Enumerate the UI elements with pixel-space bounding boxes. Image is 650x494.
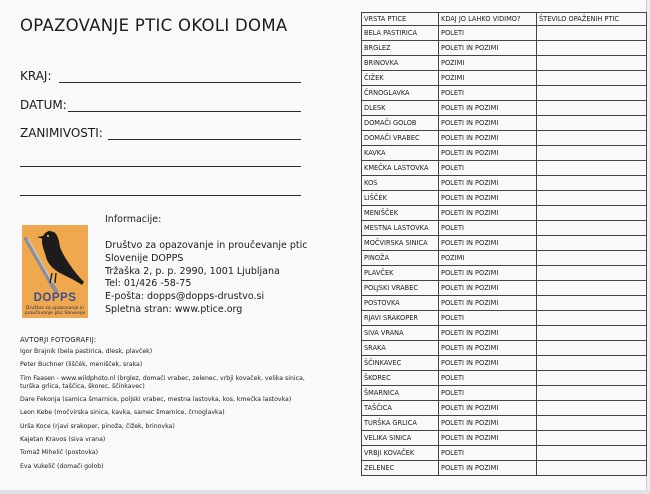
- season-cell: POLETI: [439, 161, 537, 176]
- species-cell: BELA PASTIRICA: [362, 26, 439, 41]
- table-row: [362, 116, 647, 131]
- photo-credit: Tim Faasen - www.wildphoto.nl (brglez, domači vrabec, zelenec, vrbji kovaček, velika sinica, turška grlica, taščica, škorec, ščinkavec): [20, 374, 305, 390]
- count-cell[interactable]: [537, 326, 647, 341]
- species-cell: MESTNA LASTOVKA: [362, 221, 439, 236]
- season-cell: POLETI: [439, 311, 537, 326]
- table-row: [362, 281, 647, 296]
- table-row: [362, 131, 647, 146]
- count-cell[interactable]: [537, 416, 647, 431]
- info-heading: Informacije:: [105, 214, 162, 225]
- org-name-line2: Slovenije DOPPS: [105, 252, 184, 264]
- species-cell: KMEČKA LASTOVKA: [362, 161, 439, 176]
- count-cell[interactable]: [537, 131, 647, 146]
- season-cell: POLETI IN POZIMI: [439, 281, 537, 296]
- zanimivosti-line-3[interactable]: [20, 195, 301, 196]
- season-cell: POLETI IN POZIMI: [439, 356, 537, 371]
- logo-subtitle: [22, 306, 88, 317]
- species-cell: TAŠČICA: [362, 401, 439, 416]
- count-cell[interactable]: [537, 386, 647, 401]
- species-cell: KAVKA: [362, 146, 439, 161]
- column-header-season: KDAJ JO LAHKO VIDIMO?: [439, 13, 537, 26]
- bird-table: [361, 12, 647, 476]
- table-row: [362, 161, 647, 176]
- species-cell: SRAKA: [362, 341, 439, 356]
- species-cell: VELIKA SINICA: [362, 431, 439, 446]
- table-row: [362, 191, 647, 206]
- org-name-line1: Društvo za opazovanje in proučevanje ptic: [105, 240, 308, 251]
- photo-credit: Tomaž Mihelič (postovka): [20, 449, 99, 457]
- table-row: [362, 461, 647, 476]
- count-cell[interactable]: [537, 371, 647, 386]
- org-website[interactable]: Spletna stran: www.ptice.org: [105, 303, 243, 315]
- dopps-logo: [22, 225, 88, 318]
- season-cell: POLETI IN POZIMI: [439, 326, 537, 341]
- season-cell: POLETI IN POZIMI: [439, 341, 537, 356]
- species-cell: ŠČINKAVEC: [362, 356, 439, 371]
- count-cell[interactable]: [537, 191, 647, 206]
- season-cell: POLETI: [439, 26, 537, 41]
- photo-credit: Eva Vukelič (domači golob): [20, 462, 104, 470]
- page-edge: [0, 490, 650, 494]
- table-row: [362, 71, 647, 86]
- species-cell: SIVA VRANA: [362, 326, 439, 341]
- bird-icon: [22, 225, 88, 318]
- table-row: [362, 221, 647, 236]
- table-header-row: [362, 13, 647, 26]
- count-cell[interactable]: [537, 116, 647, 131]
- season-cell: POLETI IN POZIMI: [439, 206, 537, 221]
- table-row: [362, 41, 647, 56]
- species-cell: PINOŽA: [362, 251, 439, 266]
- table-row: [362, 326, 647, 341]
- count-cell[interactable]: [537, 401, 647, 416]
- season-cell: POLETI: [439, 221, 537, 236]
- table-row: [362, 311, 647, 326]
- count-cell[interactable]: [537, 446, 647, 461]
- species-cell: MOČVIRSKA SINICA: [362, 236, 439, 251]
- count-cell[interactable]: [537, 431, 647, 446]
- page-title: OPAZOVANJE PTIC OKOLI DOMA: [20, 16, 288, 35]
- org-phone: Tel: 01/426 -58-75: [105, 278, 192, 290]
- count-cell[interactable]: [537, 266, 647, 281]
- count-cell[interactable]: [537, 146, 647, 161]
- species-cell: BRGLEZ: [362, 41, 439, 56]
- datum-line[interactable]: [68, 111, 301, 112]
- zanimivosti-label: ZANIMIVOSTI:: [20, 126, 103, 140]
- photo-credit: Peter Buchner (liščék, menišček, sraka): [20, 361, 143, 369]
- table-row: [362, 26, 647, 41]
- season-cell: POZIMI: [439, 71, 537, 86]
- season-cell: POLETI: [439, 446, 537, 461]
- photographers-list: [20, 348, 320, 476]
- table-row: [362, 446, 647, 461]
- season-cell: POLETI IN POZIMI: [439, 191, 537, 206]
- table-row: [362, 401, 647, 416]
- table-row: [362, 236, 647, 251]
- logo-subtitle-line1: Društvo za opazovanje in: [25, 306, 85, 311]
- season-cell: POLETI: [439, 386, 537, 401]
- org-address: Tržaška 2, p. p. 2990, 1001 Ljubljana: [105, 265, 280, 277]
- table-row: [362, 386, 647, 401]
- photo-credit: Kajetan Kravos (siva vrana): [20, 435, 106, 443]
- species-cell: POSTOVKA: [362, 296, 439, 311]
- species-cell: MENIŠČEK: [362, 206, 439, 221]
- table-row: [362, 371, 647, 386]
- species-cell: POLJSKI VRABEC: [362, 281, 439, 296]
- season-cell: POZIMI: [439, 56, 537, 71]
- count-cell[interactable]: [537, 311, 647, 326]
- count-cell[interactable]: [537, 296, 647, 311]
- logo-brand: DOPPS: [33, 292, 77, 304]
- table-row: [362, 416, 647, 431]
- count-cell[interactable]: [537, 356, 647, 371]
- species-cell: ČRNOGLAVKA: [362, 86, 439, 101]
- table-row: [362, 266, 647, 281]
- species-cell: TURŠKA GRLICA: [362, 416, 439, 431]
- table-row: [362, 296, 647, 311]
- zanimivosti-line-1[interactable]: [108, 139, 301, 140]
- species-cell: PLAVČEK: [362, 266, 439, 281]
- species-cell: BRINOVKA: [362, 56, 439, 71]
- species-cell: DOMAČI GOLOB: [362, 116, 439, 131]
- kraj-line[interactable]: [59, 82, 301, 83]
- count-cell[interactable]: [537, 86, 647, 101]
- table-row: [362, 176, 647, 191]
- season-cell: POLETI IN POZIMI: [439, 431, 537, 446]
- season-cell: POLETI IN POZIMI: [439, 101, 537, 116]
- season-cell: POLETI: [439, 86, 537, 101]
- season-cell: POLETI IN POZIMI: [439, 116, 537, 131]
- table-row: [362, 101, 647, 116]
- table-row: [362, 56, 647, 71]
- species-cell: VRBJI KOVAČEK: [362, 446, 439, 461]
- zanimivosti-line-2[interactable]: [20, 166, 301, 167]
- datum-label: DATUM:: [20, 98, 67, 112]
- photo-credit: Urša Koce (rjavi srakoper, pinoža, čižek, brinovka): [20, 422, 175, 430]
- count-cell[interactable]: [537, 281, 647, 296]
- season-cell: POLETI IN POZIMI: [439, 416, 537, 431]
- species-cell: KOS: [362, 176, 439, 191]
- count-cell[interactable]: [537, 461, 647, 476]
- count-cell[interactable]: [537, 176, 647, 191]
- season-cell: POLETI IN POZIMI: [439, 461, 537, 476]
- logo-subtitle-line2: proučevanje ptic Slovenije: [24, 311, 86, 317]
- table-row: [362, 251, 647, 266]
- species-cell: ŠKOREC: [362, 371, 439, 386]
- table-row: [362, 431, 647, 446]
- photo-credit: Dare Fekonja (samica šmarnice, poljski vrabec, mestna lastovka, kos, kmečka lastovka): [20, 396, 292, 404]
- species-cell: ČIŽEK: [362, 71, 439, 86]
- count-cell[interactable]: [537, 56, 647, 71]
- table-row: [362, 341, 647, 356]
- count-cell[interactable]: [537, 221, 647, 236]
- season-cell: POLETI IN POZIMI: [439, 266, 537, 281]
- season-cell: POLETI IN POZIMI: [439, 146, 537, 161]
- season-cell: POLETI IN POZIMI: [439, 296, 537, 311]
- photo-credit: Igor Brajnik (bela pastirica, dlesk, plavček): [20, 348, 153, 355]
- species-cell: DOMAČI VRABEC: [362, 131, 439, 146]
- count-cell[interactable]: [537, 71, 647, 86]
- season-cell: POLETI IN POZIMI: [439, 131, 537, 146]
- species-cell: LIŠČEK: [362, 191, 439, 206]
- org-email[interactable]: E-pošta: dopps@dopps-drustvo.si: [105, 291, 265, 303]
- count-cell[interactable]: [537, 26, 647, 41]
- count-cell[interactable]: [537, 101, 647, 116]
- count-cell[interactable]: [537, 236, 647, 251]
- season-cell: POLETI IN POZIMI: [439, 41, 537, 56]
- table-row: [362, 356, 647, 371]
- count-cell[interactable]: [537, 41, 647, 56]
- species-cell: DLESK: [362, 101, 439, 116]
- season-cell: POLETI IN POZIMI: [439, 236, 537, 251]
- column-header-species: VRSTA PTICE: [362, 13, 439, 26]
- season-cell: POLETI IN POZIMI: [439, 176, 537, 191]
- photographers-heading: AVTORJI FOTOGRAFIJ:: [20, 336, 97, 344]
- species-cell: ZELENEC: [362, 461, 439, 476]
- table-row: [362, 146, 647, 161]
- table-row: [362, 206, 647, 221]
- org-contact: [105, 240, 308, 317]
- count-cell[interactable]: [537, 251, 647, 266]
- count-cell[interactable]: [537, 341, 647, 356]
- season-cell: POLETI: [439, 371, 537, 386]
- count-cell[interactable]: [537, 206, 647, 221]
- species-cell: ŠMARNICA: [362, 386, 439, 401]
- season-cell: POZIMI: [439, 251, 537, 266]
- species-cell: RJAVI SRAKOPER: [362, 311, 439, 326]
- photo-credit: Leon Kebe (močvirska sinica, kavka, samec šmarnice, črnoglavka): [20, 409, 225, 417]
- table-row: [362, 86, 647, 101]
- count-cell[interactable]: [537, 161, 647, 176]
- column-header-count: ŠTEVILO OPAŽENIH PTIC: [537, 13, 647, 26]
- kraj-label: KRAJ:: [20, 69, 52, 83]
- season-cell: POLETI IN POZIMI: [439, 401, 537, 416]
